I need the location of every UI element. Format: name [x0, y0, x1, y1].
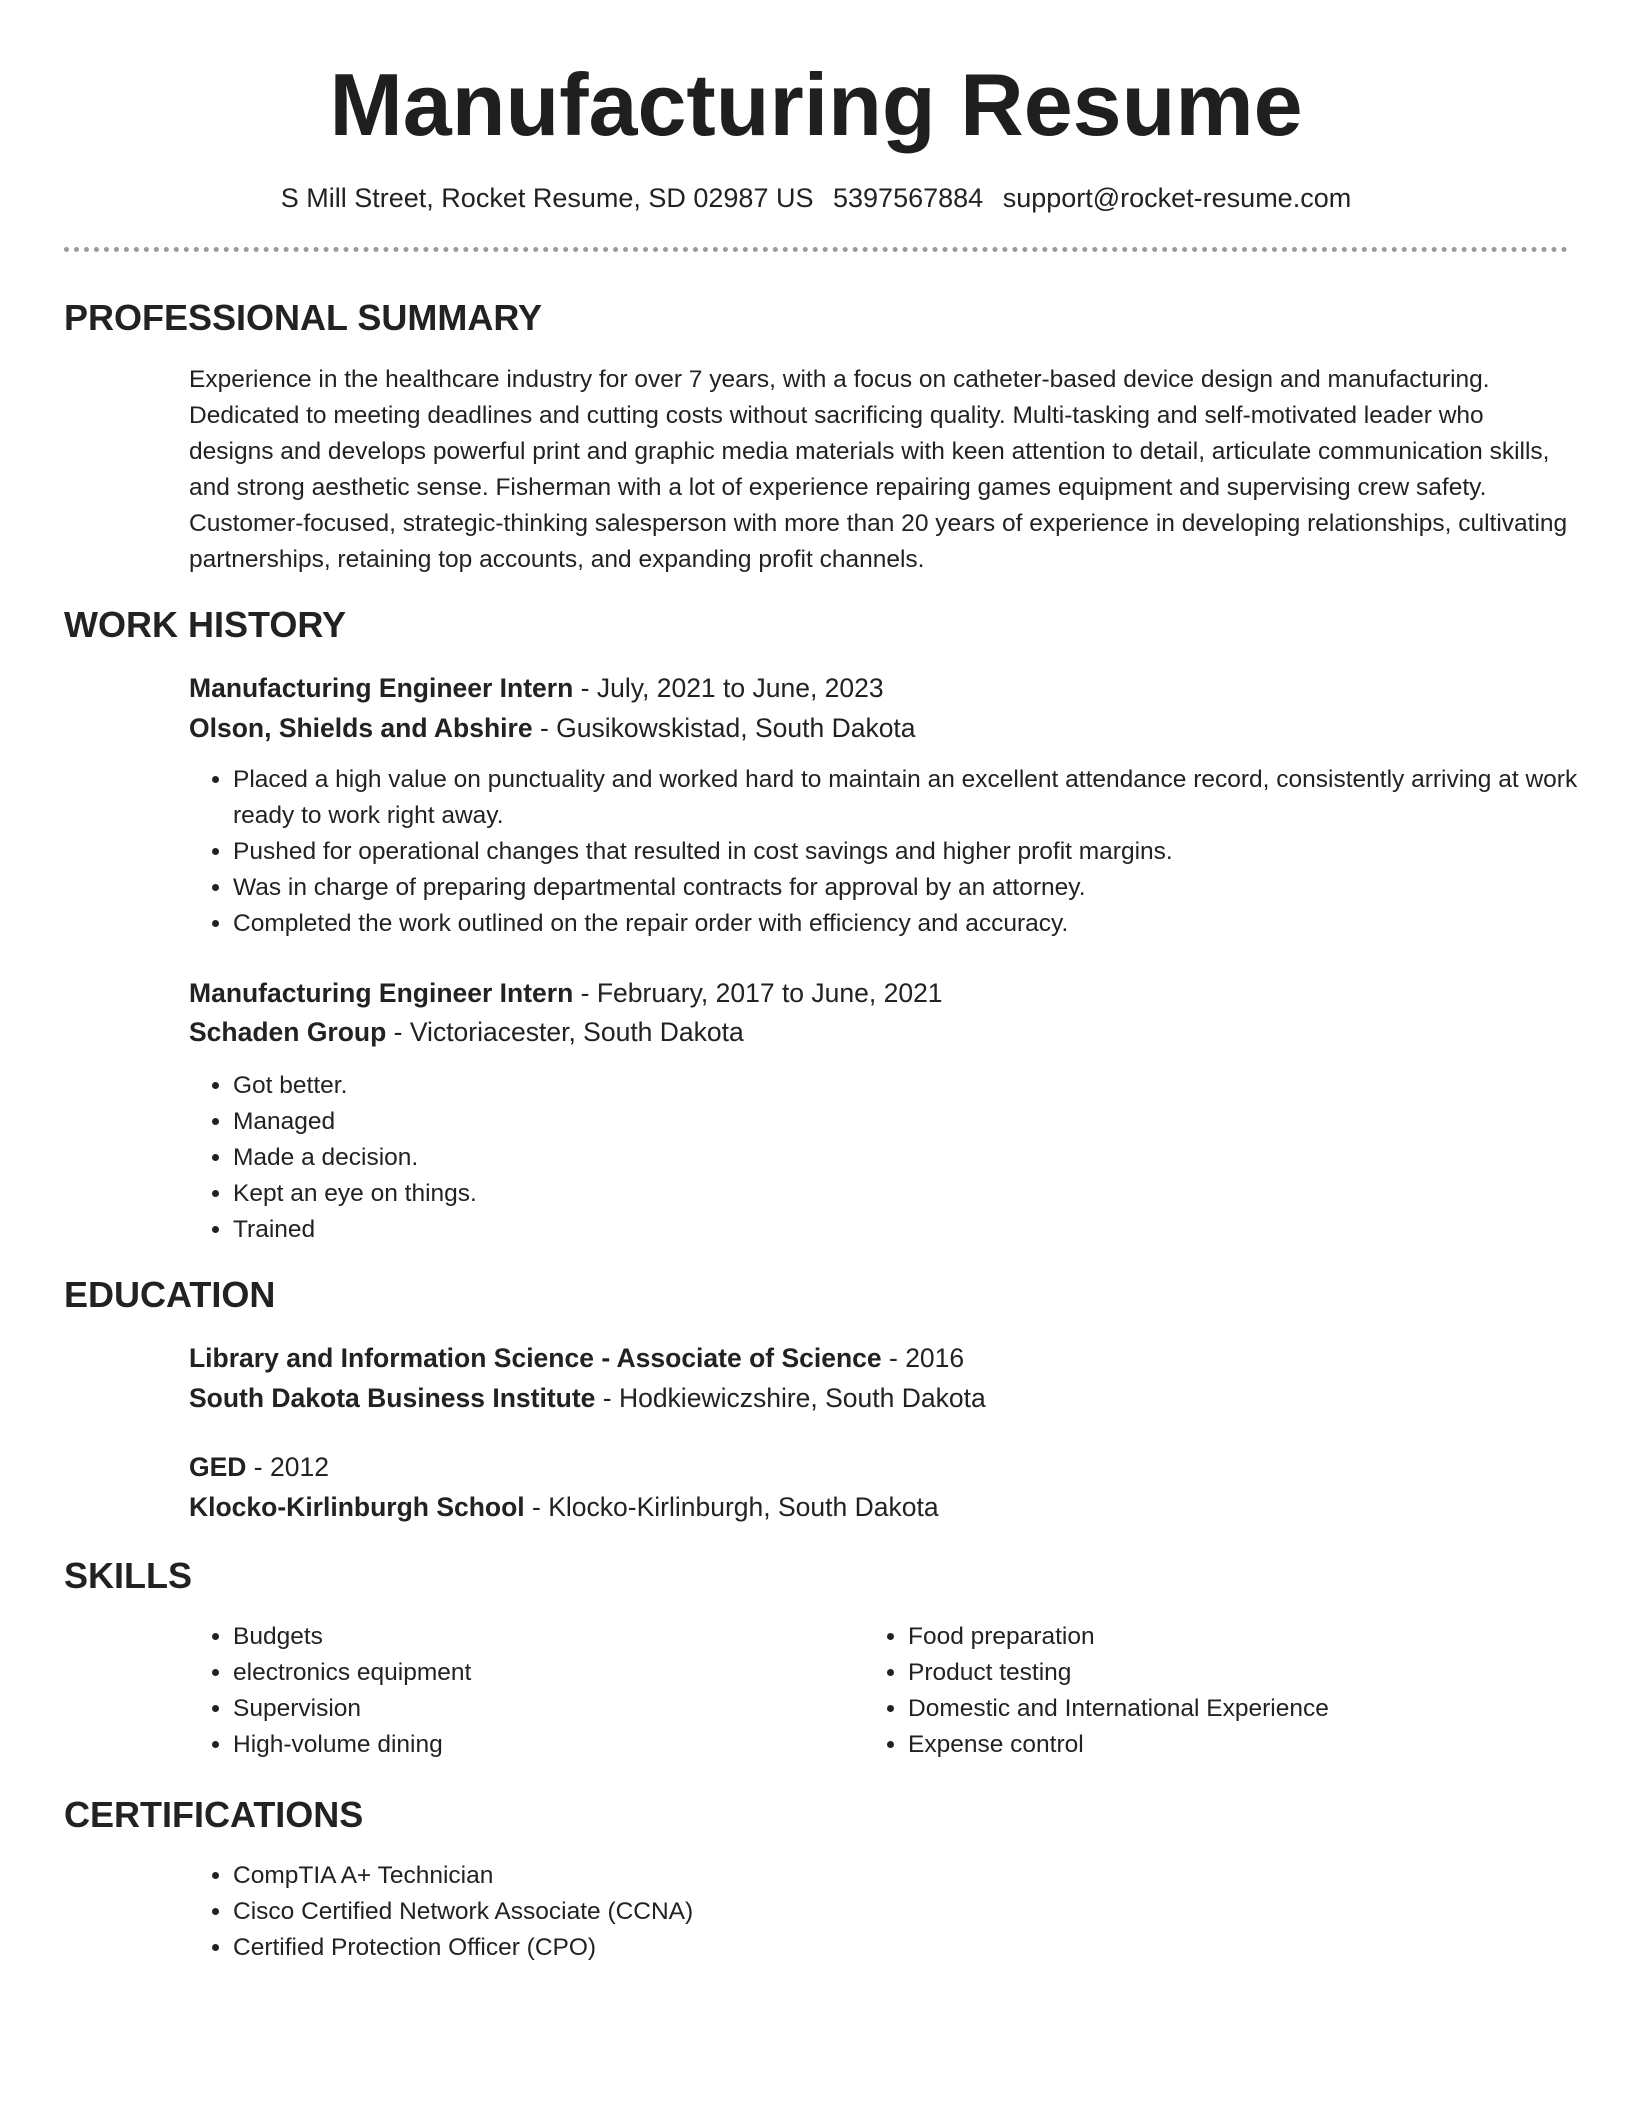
job-company-line — [189, 708, 916, 748]
contact-line — [0, 178, 1632, 218]
education-location: - Klocko-Kirlinburgh, South Dakota — [524, 1492, 939, 1522]
section-title-work: WORK HISTORY — [64, 604, 347, 645]
list-item: • High-volume dining — [233, 1727, 873, 1763]
job-dates: - July, 2021 to June, 2023 — [573, 673, 884, 703]
education-school-line — [189, 1378, 986, 1418]
list-item: • Domestic and International Experience — [908, 1691, 1548, 1727]
resume-title: Manufacturing Resume — [329, 55, 1303, 154]
job-position: Manufacturing Engineer Intern — [189, 978, 574, 1008]
list-item: • Completed the work outlined on the repair order with efficiency and accuracy. — [233, 906, 1613, 942]
summary-text: Experience in the healthcare industry for over 7 years, with a focus on catheter-based device design and manufacturing. Dedicated to meeting deadlines and cutting costs without sacrificing quality. Multi-tasking and self-motivated leader who designs and develops powerful print and graphic media materials with keen attention to detail, articulate communication skills, and strong aesthetic sense. Fisherman with a lot of experience repairing games equipment and supervising crew safety. Customer-focused, strategic-thinking salesperson with more than 20 years of experience in developing relationships, cultivating partnerships, retaining top accounts, and expanding profit channels. — [189, 366, 1568, 573]
list-item: • Budgets — [233, 1619, 873, 1655]
education-school: South Dakota Business Institute — [189, 1383, 596, 1413]
education-degree-line — [189, 1338, 964, 1378]
section-title-certifications: CERTIFICATIONS — [64, 1794, 364, 1835]
list-item: • electronics equipment — [233, 1655, 873, 1691]
address: S Mill Street, Rocket Resume, SD 02987 US — [280, 183, 814, 213]
job-position: Manufacturing Engineer Intern — [189, 673, 574, 703]
section-title-skills: SKILLS — [64, 1555, 193, 1596]
list-item: • Product testing — [908, 1655, 1548, 1691]
job-company-line — [189, 1012, 744, 1052]
list-item: • Trained — [233, 1212, 1613, 1248]
list-item: • Expense control — [908, 1727, 1548, 1763]
skills-right-list — [864, 1619, 1548, 1763]
job-location: - Victoriacester, South Dakota — [386, 1017, 744, 1047]
list-item: • CompTIA A+ Technician — [233, 1858, 1613, 1894]
email: support@rocket-resume.com — [1002, 183, 1352, 213]
job-title-line — [189, 668, 884, 708]
job-company: Schaden Group — [189, 1017, 387, 1047]
education-degree: GED — [189, 1452, 247, 1482]
list-item: • Got better. — [233, 1068, 1613, 1104]
job-company: Olson, Shields and Abshire — [189, 713, 533, 743]
education-location: - Hodkiewiczshire, South Dakota — [595, 1383, 986, 1413]
education-degree: Library and Information Science - Associate of Science — [189, 1343, 882, 1373]
job-location: - Gusikowskistad, South Dakota — [532, 713, 916, 743]
section-title-education: EDUCATION — [64, 1274, 276, 1315]
education-year: - 2016 — [881, 1343, 965, 1373]
list-item: • Certified Protection Officer (CPO) — [233, 1930, 1613, 1966]
phone: 5397567884 — [833, 183, 984, 213]
header-divider — [64, 247, 1568, 252]
list-item: • Managed — [233, 1104, 1613, 1140]
education-school: Klocko-Kirlinburgh School — [189, 1492, 525, 1522]
certifications-list — [189, 1858, 1613, 1966]
list-item: • Food preparation — [908, 1619, 1548, 1655]
education-year: - 2012 — [246, 1452, 329, 1482]
job-dates: - February, 2017 to June, 2021 — [573, 978, 943, 1008]
list-item: • Supervision — [233, 1691, 873, 1727]
list-item: • Made a decision. — [233, 1140, 1613, 1176]
list-item: • Kept an eye on things. — [233, 1176, 1613, 1212]
job-bullets — [189, 762, 1613, 942]
list-item: • Pushed for operational changes that resulted in cost savings and higher profit margins. — [233, 834, 1613, 870]
job-bullets — [189, 1068, 1613, 1248]
job-title-line — [189, 973, 943, 1013]
skills-left-list — [189, 1619, 873, 1763]
list-item: • Cisco Certified Network Associate (CCNA) — [233, 1894, 1613, 1930]
education-school-line — [189, 1487, 939, 1527]
section-title-summary: PROFESSIONAL SUMMARY — [64, 297, 543, 338]
list-item: • Was in charge of preparing departmental contracts for approval by an attorney. — [233, 870, 1613, 906]
education-degree-line — [189, 1447, 329, 1487]
list-item: • Placed a high value on punctuality and worked hard to maintain an excellent attendance record, consistently arriving at work ready to work right away. — [233, 762, 1613, 834]
